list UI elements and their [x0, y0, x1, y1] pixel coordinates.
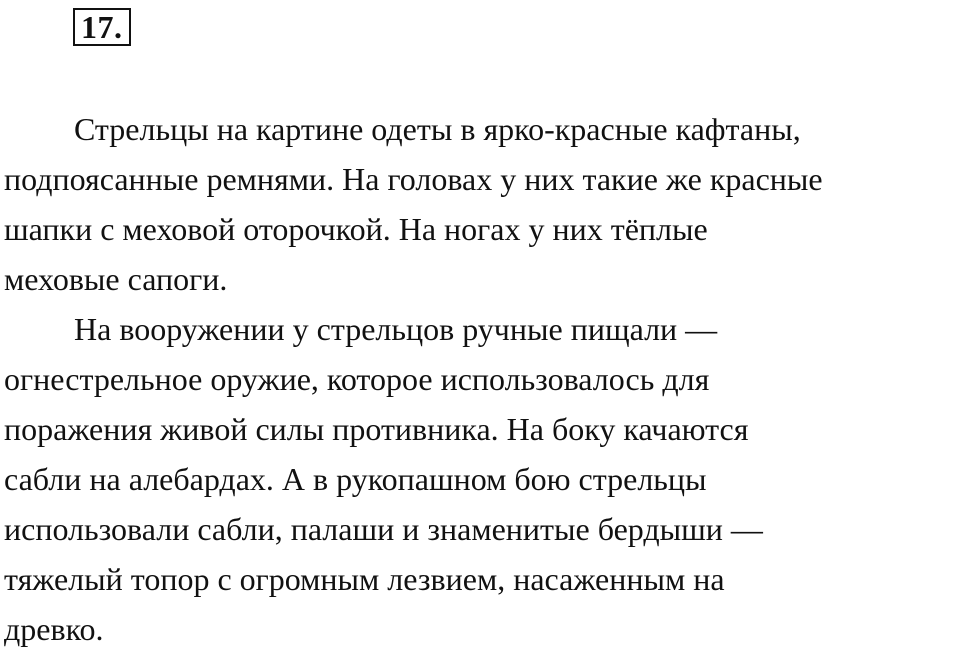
paragraph-1 — [4, 104, 956, 304]
text-line: подпоясанные ремнями. На головах у них такие же красные — [4, 161, 823, 197]
text-line: меховые сапоги. — [4, 261, 228, 297]
text-line: огнестрельное оружие, которое использовалось для — [4, 361, 710, 397]
text-line: использовали сабли, палаши и знаменитые бердыши — — [4, 511, 763, 547]
paragraph-2 — [4, 304, 956, 654]
text-line: поражения живой силы противника. На боку качаются — [4, 411, 749, 447]
text-line: тяжелый топор с огромным лезвием, насаженным на — [4, 561, 725, 597]
task-number: 17. — [73, 8, 131, 46]
text-line: шапки с меховой оторочкой. На ногах у них тёплые — [4, 211, 708, 247]
text-line: сабли на алебардах. А в рукопашном бою стрельцы — [4, 461, 707, 497]
text-line: Стрельцы на картине одеты в ярко-красные кафтаны, — [74, 111, 801, 147]
text-line: древко. — [4, 611, 104, 647]
text-line: На вооружении у стрельцов ручные пищали — — [74, 311, 718, 347]
answer-text — [4, 104, 956, 654]
